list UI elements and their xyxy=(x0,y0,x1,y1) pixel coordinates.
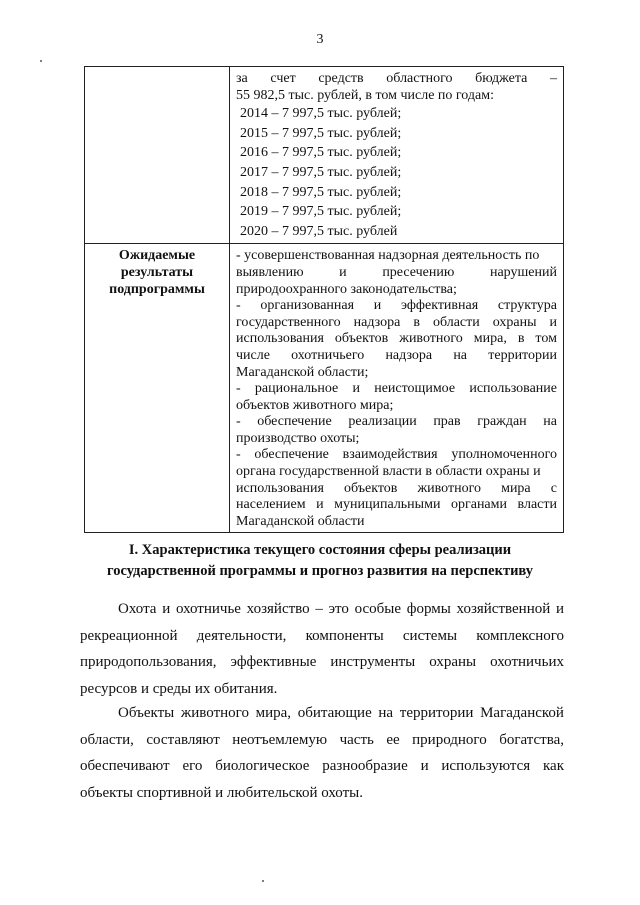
subprogram-passport-table xyxy=(84,66,564,533)
word: на xyxy=(378,705,394,721)
funding-line-1 xyxy=(236,71,557,88)
result-line xyxy=(236,348,557,365)
word: комплексного xyxy=(476,627,564,644)
funding-year-item: 2015 – 7 997,5 тыс. рублей; xyxy=(240,125,402,141)
paragraph-line xyxy=(80,596,564,623)
heading-line-1: I. Характеристика текущего состояния сферы реализации xyxy=(128,542,512,558)
word: территории xyxy=(399,705,474,721)
result-line: производство охоты; xyxy=(236,430,360,446)
paragraph-hunting xyxy=(80,596,564,702)
word: власти xyxy=(517,497,557,513)
row-label-empty xyxy=(85,67,230,244)
scan-speck xyxy=(40,60,42,62)
word: хозяйство xyxy=(246,601,310,617)
result-line: Магаданской области; xyxy=(236,364,369,380)
word: инструменты xyxy=(330,654,416,670)
word: использования xyxy=(236,331,324,347)
heading-line-2: государственной программы и прогноз развития на перспективу xyxy=(106,563,534,579)
word: том xyxy=(535,331,557,347)
word: Охота xyxy=(118,601,157,617)
funding-year-item: 2017 – 7 997,5 тыс. рублей; xyxy=(240,164,402,180)
paragraph-line: ресурсов и среды их обитания. xyxy=(80,680,278,697)
result-line xyxy=(236,447,557,464)
result-line: природоохранного законодательства; xyxy=(236,281,457,297)
paragraph-line xyxy=(80,649,564,676)
word: ее xyxy=(386,731,400,748)
row-label-expected-results xyxy=(85,244,230,533)
section-heading xyxy=(0,540,640,582)
page-number: 3 xyxy=(316,32,324,47)
word: надзора xyxy=(385,347,433,363)
label-line: результаты xyxy=(120,264,194,280)
table-row-results xyxy=(85,244,564,533)
paragraph-line xyxy=(80,753,564,780)
word: животного xyxy=(399,331,463,347)
word: государственного xyxy=(236,314,341,330)
word: и xyxy=(316,497,324,513)
word: использование xyxy=(469,381,557,397)
word: на xyxy=(453,347,468,363)
word: области, xyxy=(80,731,134,748)
word: составляют xyxy=(146,731,220,748)
funding-year-item: 2016 – 7 997,5 тыс. рублей; xyxy=(240,145,402,161)
word: деятельности, xyxy=(196,627,287,644)
expected-results-cell xyxy=(230,244,564,533)
word: пресечению xyxy=(382,264,455,280)
word: использования xyxy=(236,480,324,496)
word: и xyxy=(352,381,360,397)
result-line xyxy=(236,265,557,282)
word: обеспечение xyxy=(257,414,332,430)
label-line: подпрограммы xyxy=(109,281,205,297)
word: неистощимое xyxy=(374,381,456,397)
result-line: органа государственной власти в области охраны и xyxy=(236,464,541,480)
result-line xyxy=(236,497,557,514)
word: органами xyxy=(450,497,507,513)
word: и xyxy=(549,314,557,330)
word: эффективная xyxy=(401,298,479,314)
word: эффективные xyxy=(230,654,317,670)
funding-cell xyxy=(230,67,564,244)
result-line: - усовершенствованная надзорная деятельность по xyxy=(236,248,540,264)
funding-line-2: 55 982,5 тыс. рублей, в том числе по годам: xyxy=(236,87,494,103)
funding-years-list xyxy=(236,104,557,241)
word: животного xyxy=(180,705,249,721)
result-line xyxy=(236,414,557,431)
word: числе xyxy=(236,347,270,363)
word: выявлению xyxy=(236,264,304,280)
word: компоненты xyxy=(305,627,384,644)
word: рекреационной xyxy=(80,627,178,644)
word: областного xyxy=(386,71,453,86)
word: рациональное xyxy=(254,381,339,397)
word: нарушений xyxy=(489,264,557,280)
word: и xyxy=(420,758,429,774)
word: – xyxy=(549,71,557,86)
word: и xyxy=(339,264,347,280)
word: структура xyxy=(497,298,557,314)
word: организованная xyxy=(260,298,355,314)
word: муниципальными xyxy=(334,497,441,513)
word: - xyxy=(236,381,241,397)
word: в xyxy=(413,314,420,330)
word: мира, xyxy=(473,331,507,347)
paragraph-line xyxy=(80,623,564,650)
paragraph-line xyxy=(80,727,564,754)
word: хозяйственной xyxy=(456,601,551,617)
funding-year-item: 2019 – 7 997,5 тыс. рублей; xyxy=(240,204,402,220)
result-line xyxy=(236,315,557,332)
word: счет xyxy=(270,71,296,86)
word: мира xyxy=(501,480,531,496)
word: прав xyxy=(433,414,461,430)
word: биологическое xyxy=(215,758,310,774)
result-line: Магаданской области xyxy=(236,513,365,529)
word: используются xyxy=(441,758,531,774)
paragraph-line: объекты спортивной и любительской охоты. xyxy=(80,784,363,801)
word: объектов xyxy=(334,331,389,347)
funding-year-item: 2018 – 7 997,5 тыс. рублей; xyxy=(240,184,402,200)
word: и xyxy=(555,601,564,617)
word: средств xyxy=(318,71,364,86)
word: охотничье xyxy=(175,601,241,617)
word: с xyxy=(550,480,557,496)
word: и xyxy=(373,298,382,314)
word: неотъемлемую xyxy=(232,731,328,748)
result-line xyxy=(236,481,557,498)
paragraph-line xyxy=(80,700,564,727)
label-line: Ожидаемые xyxy=(118,248,196,264)
word: разнообразие xyxy=(322,758,408,774)
word: охотничьего xyxy=(291,347,365,363)
word: области xyxy=(432,314,480,330)
result-line: объектов животного мира; xyxy=(236,397,394,413)
word: на xyxy=(543,414,557,430)
word: граждан xyxy=(477,414,527,430)
word: - xyxy=(236,447,241,463)
word: объектов xyxy=(344,480,398,496)
word: – xyxy=(315,601,323,617)
word: обеспечивают xyxy=(80,758,170,774)
word: территории xyxy=(488,347,557,363)
word: это xyxy=(328,601,349,617)
word: охотничьих xyxy=(490,654,564,670)
word: богатства, xyxy=(499,731,564,748)
result-line xyxy=(236,381,557,398)
paragraph-wildlife xyxy=(80,700,564,806)
word: охраны xyxy=(492,314,537,330)
result-line xyxy=(236,298,557,315)
word: животного xyxy=(417,480,481,496)
word: системы xyxy=(402,627,458,644)
scan-speck xyxy=(262,880,264,882)
word: Магаданской xyxy=(480,705,564,721)
word: - xyxy=(236,298,241,314)
word: реализации xyxy=(348,414,417,430)
word: за xyxy=(236,71,248,86)
word: природного xyxy=(412,731,487,748)
word: как xyxy=(542,758,564,774)
word: и xyxy=(162,601,171,617)
word: в xyxy=(517,331,525,347)
word: надзора xyxy=(353,314,401,330)
word: особые xyxy=(354,601,402,617)
word: Объекты xyxy=(118,705,175,721)
word: формы xyxy=(406,601,451,617)
word: мира, xyxy=(255,705,292,721)
funding-year-item: 2020 – 7 997,5 тыс. рублей xyxy=(240,223,398,239)
word: бюджета xyxy=(475,71,528,86)
word: населением xyxy=(236,497,306,513)
word: обеспечение xyxy=(254,447,329,463)
word: его xyxy=(182,758,203,774)
word: обитающие xyxy=(297,705,372,721)
word: часть xyxy=(339,731,374,748)
table-row-funding xyxy=(85,67,564,244)
word: взаимодействия xyxy=(342,447,438,463)
funding-year-item: 2014 – 7 997,5 тыс. рублей; xyxy=(240,106,402,122)
word: охраны xyxy=(429,654,477,670)
word: уполномоченного xyxy=(451,447,557,463)
word: - xyxy=(236,414,241,430)
result-line xyxy=(236,331,557,348)
word: природопользования, xyxy=(80,654,217,670)
